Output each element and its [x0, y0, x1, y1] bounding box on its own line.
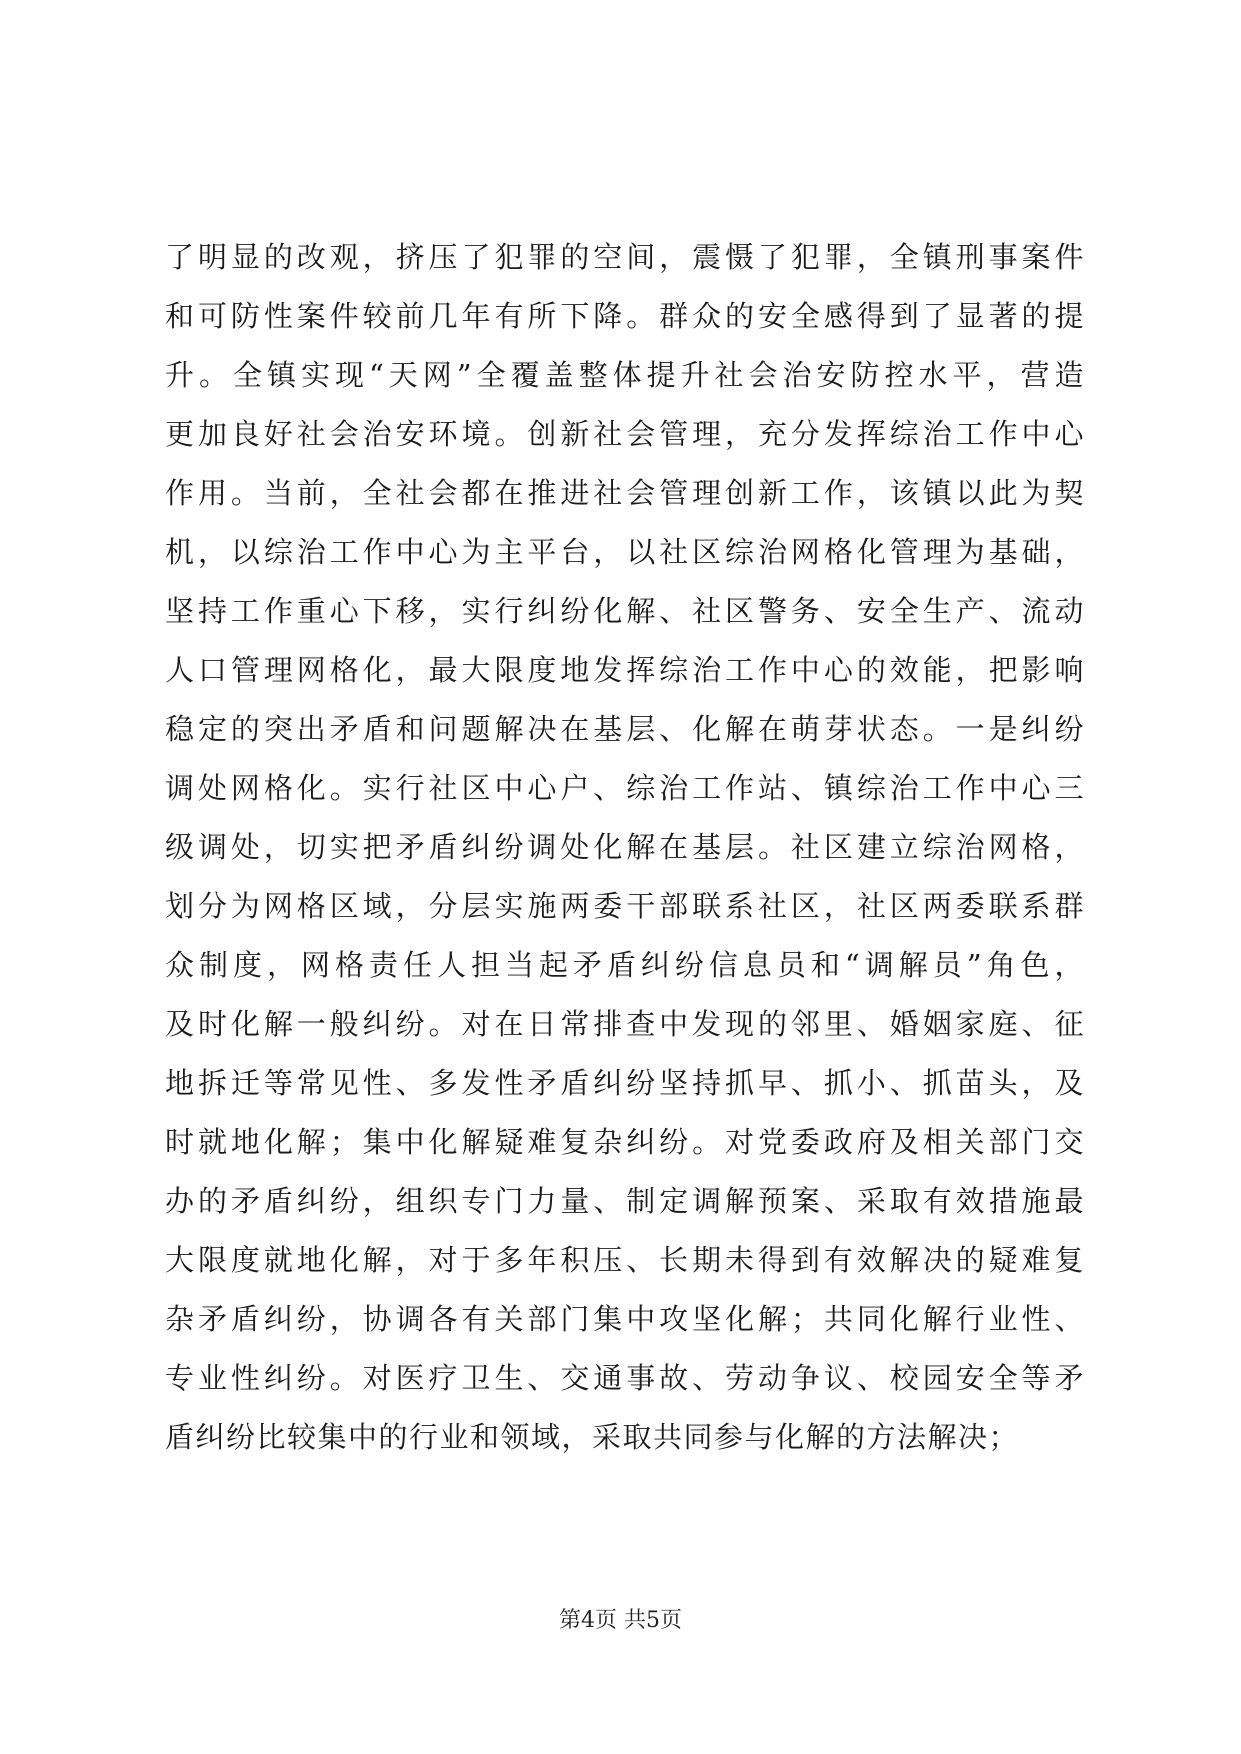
- text-line: 时就地化解；集中化解疑难复杂纠纷。对党委政府及相关部门交: [165, 1125, 1085, 1159]
- text-line: 众制度，网格责任人担当起矛盾纠纷信息员和“调解员”角色，: [165, 948, 1085, 982]
- text-line: 盾纠纷比较集中的行业和领域，采取共同参与化解的方法解决；: [165, 1420, 1020, 1454]
- text-line: 级调处，切实把矛盾纠纷调处化解在基层。社区建立综治网格，: [165, 830, 1085, 864]
- text-line: 及时化解一般纠纷。对在日常排查中发现的邻里、婚姻家庭、征: [165, 1007, 1085, 1041]
- text-line: 了明显的改观，挤压了犯罪的空间，震慑了犯罪，全镇刑事案件: [165, 240, 1085, 274]
- text-line: 机，以综治工作中心为主平台，以社区综治网格化管理为基础，: [165, 535, 1085, 569]
- text-line: 升。全镇实现“天网”全覆盖整体提升社会治安防控水平，营造: [165, 358, 1085, 392]
- text-line: 专业性纠纷。对医疗卫生、交通事故、劳动争议、校园安全等矛: [165, 1361, 1085, 1395]
- text-line: 作用。当前，全社会都在推进社会管理创新工作，该镇以此为契: [165, 476, 1085, 510]
- page-number: 第4页 共5页: [559, 1608, 682, 1633]
- text-line: 坚持工作重心下移，实行纠纷化解、社区警务、安全生产、流动: [165, 594, 1085, 628]
- text-line: 划分为网格区域，分层实施两委干部联系社区，社区两委联系群: [165, 889, 1085, 923]
- text-line: 人口管理网格化，最大限度地发挥综治工作中心的效能，把影响: [165, 653, 1085, 687]
- text-line: 更加良好社会治安环境。创新社会管理，充分发挥综治工作中心: [165, 417, 1085, 451]
- text-line: 办的矛盾纠纷，组织专门力量、制定调解预案、采取有效措施最: [165, 1184, 1085, 1218]
- text-line: 地拆迁等常见性、多发性矛盾纠纷坚持抓早、抓小、抓苗头，及: [165, 1066, 1085, 1100]
- text-line: 稳定的突出矛盾和问题解决在基层、化解在萌芽状态。一是纠纷: [165, 712, 1085, 746]
- text-line: 杂矛盾纠纷，协调各有关部门集中攻坚化解；共同化解行业性、: [165, 1302, 1085, 1336]
- document-body: [165, 228, 1085, 1467]
- text-line: 大限度就地化解，对于多年积压、长期未得到有效解决的疑难复: [165, 1243, 1085, 1277]
- text-line: 调处网格化。实行社区中心户、综治工作站、镇综治工作中心三: [165, 771, 1085, 805]
- text-line: 和可防性案件较前几年有所下降。群众的安全感得到了显著的提: [165, 299, 1085, 333]
